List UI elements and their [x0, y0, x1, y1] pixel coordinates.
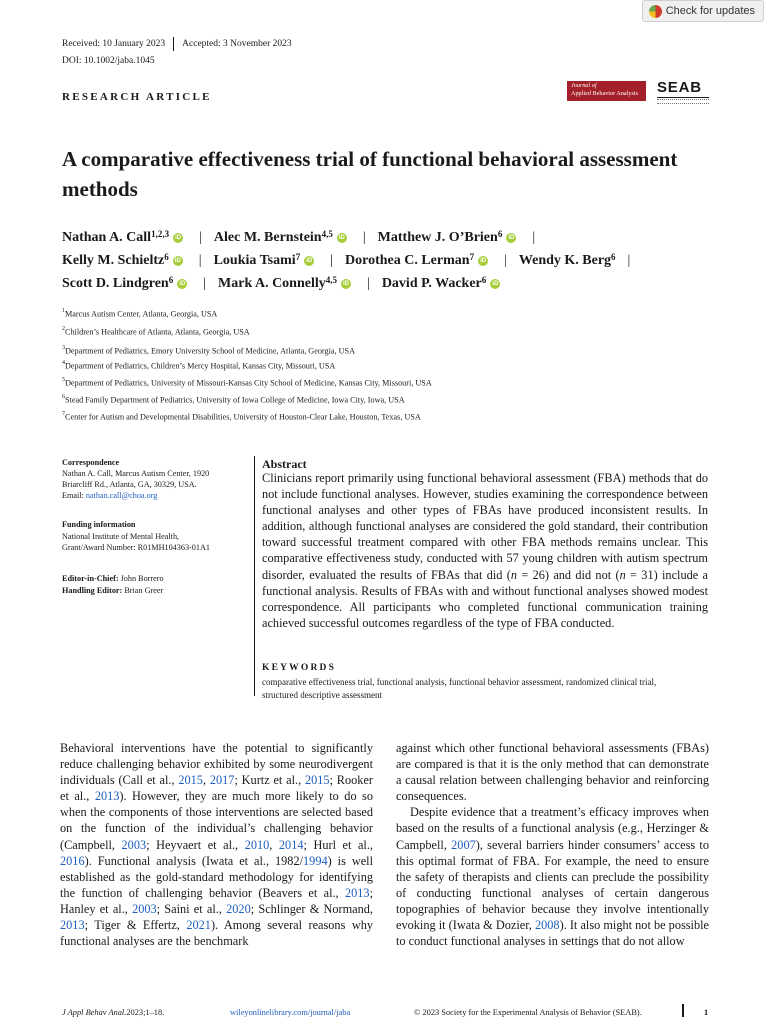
- author-line-3: [62, 276, 504, 292]
- citation-link[interactable]: 1994: [303, 853, 328, 868]
- citation-link[interactable]: 2013: [344, 885, 370, 900]
- author-separator: |: [203, 276, 207, 291]
- correspondence-heading: Correspondence: [62, 458, 120, 467]
- seab-logo-text: SEAB: [657, 79, 702, 96]
- body-text: ). Among several reasons why functional analyses are the benchmark: [60, 918, 373, 949]
- footer-journal-link[interactable]: wileyonlinelibrary.com/journal/jaba: [230, 1008, 351, 1017]
- abstract-heading: Abstract: [262, 457, 307, 471]
- affiliation: [62, 412, 421, 422]
- affiliation: [62, 361, 335, 371]
- citation-link[interactable]: 2020: [226, 901, 251, 916]
- author-separator: |: [504, 253, 507, 268]
- author-name[interactable]: Scott D. Lindgren: [62, 276, 169, 291]
- author-name[interactable]: Matthew J. O’Brien: [377, 230, 498, 245]
- affiliation-text: Department of Pediatrics, University of Missouri-Kansas City School of Medicine, Kansas City, Missouri, USA: [65, 378, 432, 388]
- body-text: ; Saini et al.,: [156, 901, 227, 916]
- check-updates-icon: [649, 5, 662, 18]
- body-text: ). It also might not be possible to conduct functional analyses in settings that do not allow: [396, 918, 709, 949]
- affiliation-number: 2: [62, 326, 65, 332]
- editor-name: John Borrero: [118, 574, 164, 583]
- body-text: Despite evidence that a treatment’s efficacy improves when based on the results of a functional analysis (e.g., Herzinger & Campbell,: [396, 805, 709, 852]
- body-text: ; Hanley et al.,: [60, 885, 373, 916]
- journal-logo-line1: Journal of: [571, 82, 597, 89]
- author-name[interactable]: Nathan A. Call: [62, 230, 152, 245]
- citation-link[interactable]: 2017: [209, 773, 235, 788]
- body-text: ; Hurl et al.,: [303, 837, 373, 852]
- editor-in-chief: [62, 574, 164, 583]
- author-line-2: [62, 253, 642, 269]
- author-separator: |: [362, 230, 366, 245]
- author-name[interactable]: Kelly M. Schieltz: [62, 253, 165, 268]
- doi[interactable]: DOI: 10.1002/jaba.1045: [62, 56, 155, 66]
- affiliation: [62, 327, 250, 337]
- orcid-icon[interactable]: iD: [492, 281, 499, 287]
- author-affil: 6: [611, 252, 616, 262]
- body-text: ). However, they are much more likely to do so when the components of those interventions are selected based on the function of the individual’s challenging behavior (Campbell,: [60, 789, 373, 852]
- author-separator: |: [532, 230, 536, 245]
- orcid-icon[interactable]: iD: [508, 235, 515, 241]
- funding-line: Grant/Award Number: R01MH104363-01A1: [62, 543, 210, 552]
- affiliation: [62, 378, 432, 388]
- author-affil: 4,5: [325, 275, 337, 285]
- author-name[interactable]: Loukia Tsami: [213, 253, 296, 268]
- body-text: Behavioral interventions have the potential to significantly reduce challenging behavior exhibited by some neurodivergent individuals (Call et al.,: [60, 741, 373, 788]
- orcid-icon[interactable]: iD: [338, 235, 345, 241]
- check-updates-label: Check for updates: [665, 5, 755, 17]
- footer-divider: [682, 1004, 684, 1017]
- citation-link[interactable]: 2013: [94, 789, 120, 804]
- email-label: Email:: [62, 491, 86, 500]
- footer-volume: 2023;1–18.: [126, 1008, 165, 1017]
- citation-link[interactable]: 2015: [178, 773, 203, 788]
- orcid-icon[interactable]: iD: [179, 281, 186, 287]
- citation-link[interactable]: 2003: [132, 901, 157, 916]
- body-text: ; Schlinger & Normand,: [250, 901, 373, 916]
- affiliation-text: Center for Autism and Developmental Disabilities, University of Houston-Clear Lake, Houston, Texas, USA: [65, 412, 421, 422]
- abstract-text: [262, 470, 708, 631]
- author-affil: 6: [481, 275, 487, 285]
- body-left-column: [60, 740, 373, 949]
- column-divider: [254, 456, 255, 696]
- check-for-updates-button[interactable]: [642, 0, 764, 22]
- author-separator: |: [330, 253, 333, 268]
- abstract-n: n: [619, 567, 626, 582]
- citation-link[interactable]: 2003: [121, 837, 147, 852]
- abstract-part: = 26) and did not (: [517, 567, 620, 582]
- affiliation: [62, 309, 217, 319]
- handling-editor: [62, 586, 163, 595]
- orcid-icon[interactable]: iD: [343, 281, 349, 287]
- seab-logo-subtext: [657, 99, 709, 104]
- author-separator: |: [627, 253, 631, 268]
- citation-link[interactable]: 2014: [278, 837, 304, 852]
- footer-copyright: © 2023 Society for the Experimental Analysis of Behavior (SEAB).: [414, 1008, 642, 1017]
- affiliation-number: 3: [62, 345, 65, 351]
- affiliation-text: Children’s Healthcare of Atlanta, Atlanta, Georgia, USA: [65, 327, 250, 337]
- author-affil: 7: [295, 252, 301, 262]
- citation-link[interactable]: 2015: [304, 773, 330, 788]
- author-separator: |: [198, 253, 202, 268]
- article-type: RESEARCH ARTICLE: [62, 91, 212, 103]
- journal-logo: [567, 81, 646, 101]
- keywords-text: comparative effectiveness trial, functional analysis, functional behavior assessment, randomized clinical trial, structured descriptive assessment: [262, 677, 657, 700]
- accepted-date: Accepted: 3 November 2023: [182, 39, 292, 49]
- body-paragraph: [60, 740, 373, 949]
- author-name[interactable]: Wendy K. Berg: [518, 253, 612, 268]
- received-date: Received: 10 January 2023: [62, 39, 166, 49]
- author-name[interactable]: Mark A. Connelly: [218, 276, 326, 291]
- body-text: ,: [269, 837, 279, 852]
- author-affil: 6: [164, 252, 169, 262]
- citation-link[interactable]: 2007: [451, 837, 476, 852]
- affiliation: [62, 395, 405, 405]
- affiliation-text: Department of Pediatrics, Emory University School of Medicine, Atlanta, Georgia, USA: [65, 346, 355, 356]
- citation-link[interactable]: 2016: [60, 853, 85, 868]
- affiliation-number: 6: [62, 394, 65, 400]
- body-text: ). Functional analysis (Iwata et al., 1982/: [84, 853, 304, 868]
- keywords-heading: KEYWORDS: [262, 663, 337, 673]
- correspondence-line: Briarcliff Rd., Atlanta, GA, 30329, USA.: [62, 480, 197, 489]
- publication-dates: [62, 37, 292, 51]
- author-affil: 1,2,3: [151, 229, 170, 239]
- page-footer: [62, 1008, 710, 1017]
- date-separator: [173, 37, 174, 51]
- author-name[interactable]: Alec M. Bernstein: [213, 230, 322, 245]
- affiliation-number: 4: [62, 360, 65, 366]
- citation-link[interactable]: 2008: [534, 918, 560, 933]
- affiliation: [62, 346, 355, 356]
- affiliation-number: 5: [62, 377, 65, 383]
- journal-logo-line2: Applied Behavior Analysis: [571, 89, 639, 97]
- citation-link[interactable]: 2013: [60, 918, 85, 933]
- author-name[interactable]: Dorothea C. Lerman: [345, 253, 470, 268]
- body-text: ) is well established as the gold-standard methodology for identifying the function of challenging behavior (Beavers et al.,: [60, 853, 374, 900]
- seab-logo: [657, 80, 709, 104]
- affiliation-number: 1: [62, 308, 65, 314]
- page-number: 1: [704, 1008, 709, 1017]
- body-paragraph: [396, 804, 709, 949]
- editor-label: Editor-in-Chief:: [62, 574, 119, 583]
- body-text: ), several barriers hinder consumers’ access to this optimal format of FBA. For example, the need to ensure the safety of therapists and clients can preclude the possibility of conducting functional analyses of certain dangerous topographies of behavior because they involve intentionally evoking it (Iwata & Dozier,: [396, 837, 709, 933]
- affiliation-text: Marcus Autism Center, Atlanta, Georgia, USA: [65, 309, 218, 319]
- abstract-part: = 31) include a functional analysis. Results of FBAs with and without functional analyses showed modest correspondence. All participants who completed functional communication training achieved successful outcomes regardless of the type of FBA conducted.: [262, 567, 708, 630]
- orcid-icon[interactable]: iD: [175, 235, 182, 241]
- citation-link[interactable]: 2010: [244, 837, 270, 852]
- author-line-1: [62, 230, 547, 246]
- author-affil: 7: [469, 252, 475, 262]
- author-separator: |: [199, 230, 202, 245]
- funding-heading: Funding information: [62, 520, 136, 529]
- orcid-icon[interactable]: iD: [174, 258, 181, 264]
- citation-link[interactable]: 2021: [186, 918, 211, 933]
- affiliation-text: Stead Family Department of Pediatrics, University of Iowa College of Medicine, Iowa City, Iowa, USA: [65, 395, 405, 405]
- body-text: ,: [202, 773, 210, 788]
- body-text: ; Heyvaert et al.,: [146, 837, 245, 852]
- author-affil: 6: [168, 275, 174, 285]
- author-separator: |: [367, 276, 370, 291]
- orcid-icon[interactable]: iD: [306, 258, 313, 264]
- correspondence-email: [62, 491, 157, 500]
- body-text: ; Tiger & Effertz,: [84, 918, 187, 933]
- body-right-column: [396, 740, 709, 949]
- author-affil: 6: [497, 229, 503, 239]
- funding-line: National Institute of Mental Health,: [62, 532, 180, 541]
- abstract-n: n: [510, 567, 518, 582]
- body-paragraph: against which other functional behavioral assessments (FBAs) are compared is that it is the only method that can demonstrate a causal relation between challenging behavior and reinforcing consequences.: [396, 741, 709, 804]
- correspondence-line: Nathan A. Call, Marcus Autism Center, 1920: [62, 469, 210, 478]
- article-title: A comparative effectiveness trial of functional behavioral assessment methods: [62, 147, 678, 201]
- body-text: ; Rooker et al.,: [60, 773, 374, 804]
- orcid-icon[interactable]: iD: [480, 258, 487, 264]
- author-affil: 4,5: [321, 229, 333, 239]
- body-text: ; Kurtz et al.,: [234, 773, 305, 788]
- seab-logo-rule: [657, 97, 709, 98]
- abstract-part: Clinicians report primarily using functional behavioral assessment (FBA) methods that do not include functional analyses. However, studies examining the correspondence between functional analyses and other types of FBAs have produced inconsistent results. In addition, although functional analyses are considered the gold standard, their contribution toward successful treatment compared with other FBA methods remains unclear. This comparative effectiveness study, conducted with 57 young children with autism spectrum disorder, evaluated the results of FBAs that did (: [262, 471, 708, 582]
- author-name[interactable]: David P. Wacker: [381, 276, 482, 291]
- handling-name: Brian Greer: [122, 586, 164, 595]
- affiliation-text: Department of Pediatrics, Children’s Mercy Hospital, Kansas City, Missouri, USA: [65, 361, 336, 371]
- affiliation-number: 7: [62, 411, 65, 417]
- email-link[interactable]: nathan.call@choa.org: [85, 491, 158, 500]
- handling-label: Handling Editor:: [62, 586, 123, 595]
- footer-journal: J Appl Behav Anal.: [62, 1008, 127, 1017]
